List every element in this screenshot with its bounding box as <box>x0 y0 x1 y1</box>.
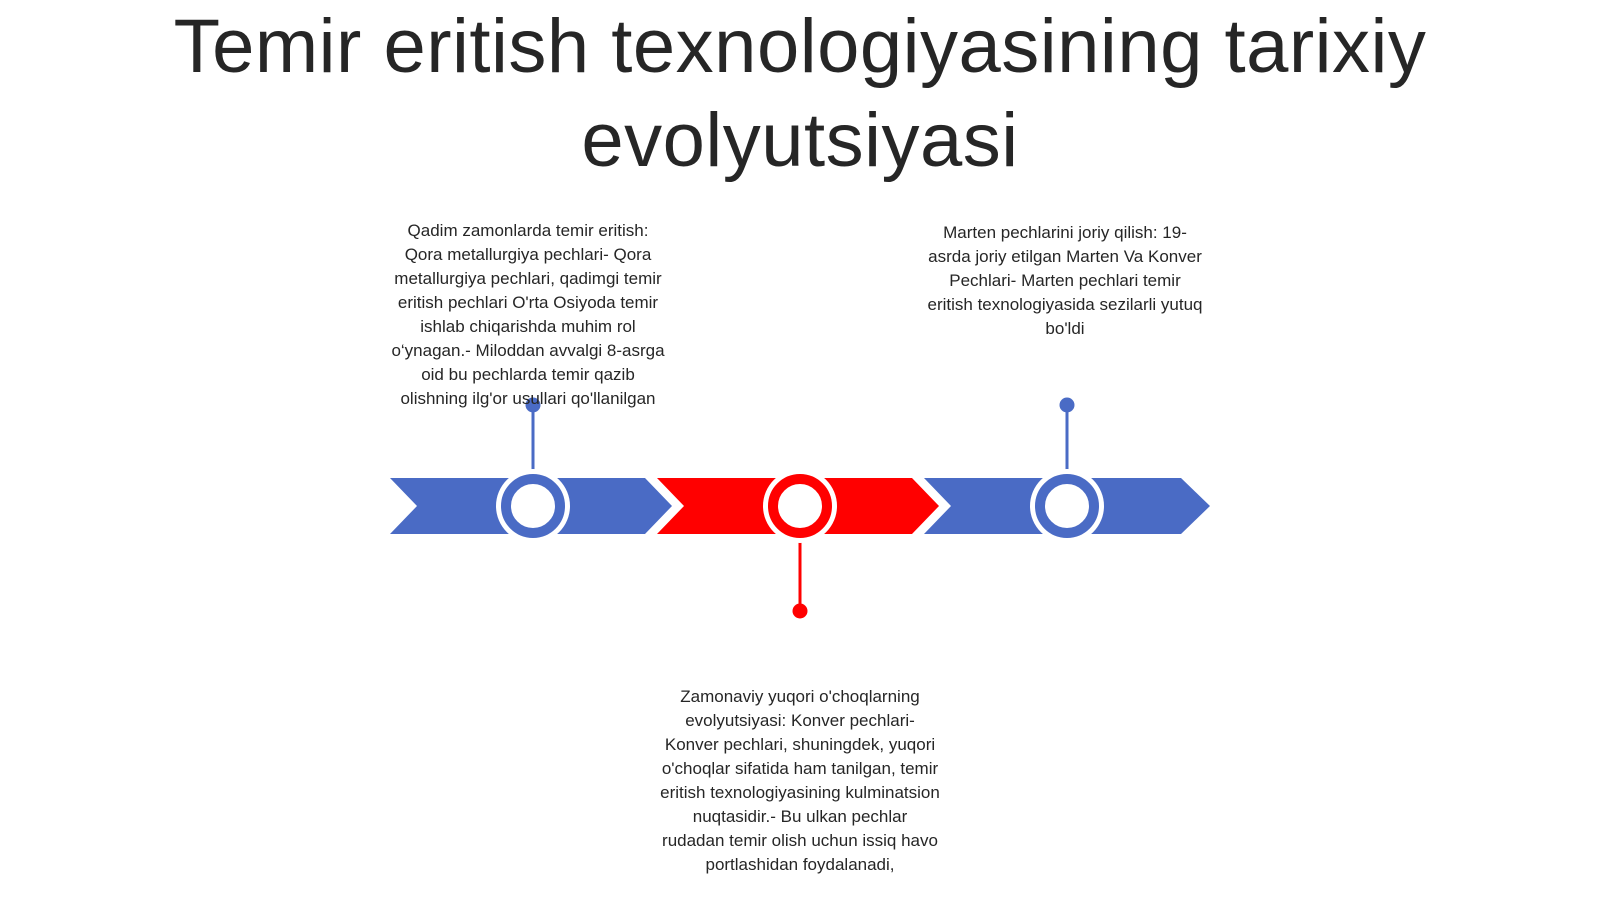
milestone-1-text: Qadim zamonlarda temir eritish: Qora metallurgiya pechlari- Qora metallurgiya pechlari, qadimgi temir eritish pechlari O'rta Osiyoda temir ishlab chiqarishda muhim rol o‘ynagan.- Miloddan avvalgi 8-asrga oid bu pechlarda temir qazib olishning ilg'or usullari qo'llanilgan <box>391 221 665 408</box>
milestone-3-pin <box>1060 398 1075 413</box>
milestone-3-marker <box>1030 469 1104 543</box>
milestone-2-text: Zamonaviy yuqori o'choqlarning evolyutsiyasi: Konver pechlari- Konver pechlari, shuningdek, yuqori o'choqlar sifatida ham tanilgan, temir eritish texnologiyasining kulminatsion nuqtasidir.- Bu ulkan pechlar rudadan temir olish uchun issiq havo portlashidan foydalanadi, <box>660 687 940 874</box>
slide-title: Temir eritish texnologiyasining tarixiy evolyutsiyasi <box>173 4 1427 183</box>
milestone-2-pin <box>793 604 808 619</box>
milestone-3-text: Marten pechlarini joriy qilish: 19-asrda joriy etilgan Marten Va Konver Pechlari- Marten pechlari temir eritish texnologiyasida sezilarli yutuq bo'ldi <box>927 223 1203 338</box>
milestone-2-marker <box>763 469 837 543</box>
milestone-1-marker <box>496 469 570 543</box>
